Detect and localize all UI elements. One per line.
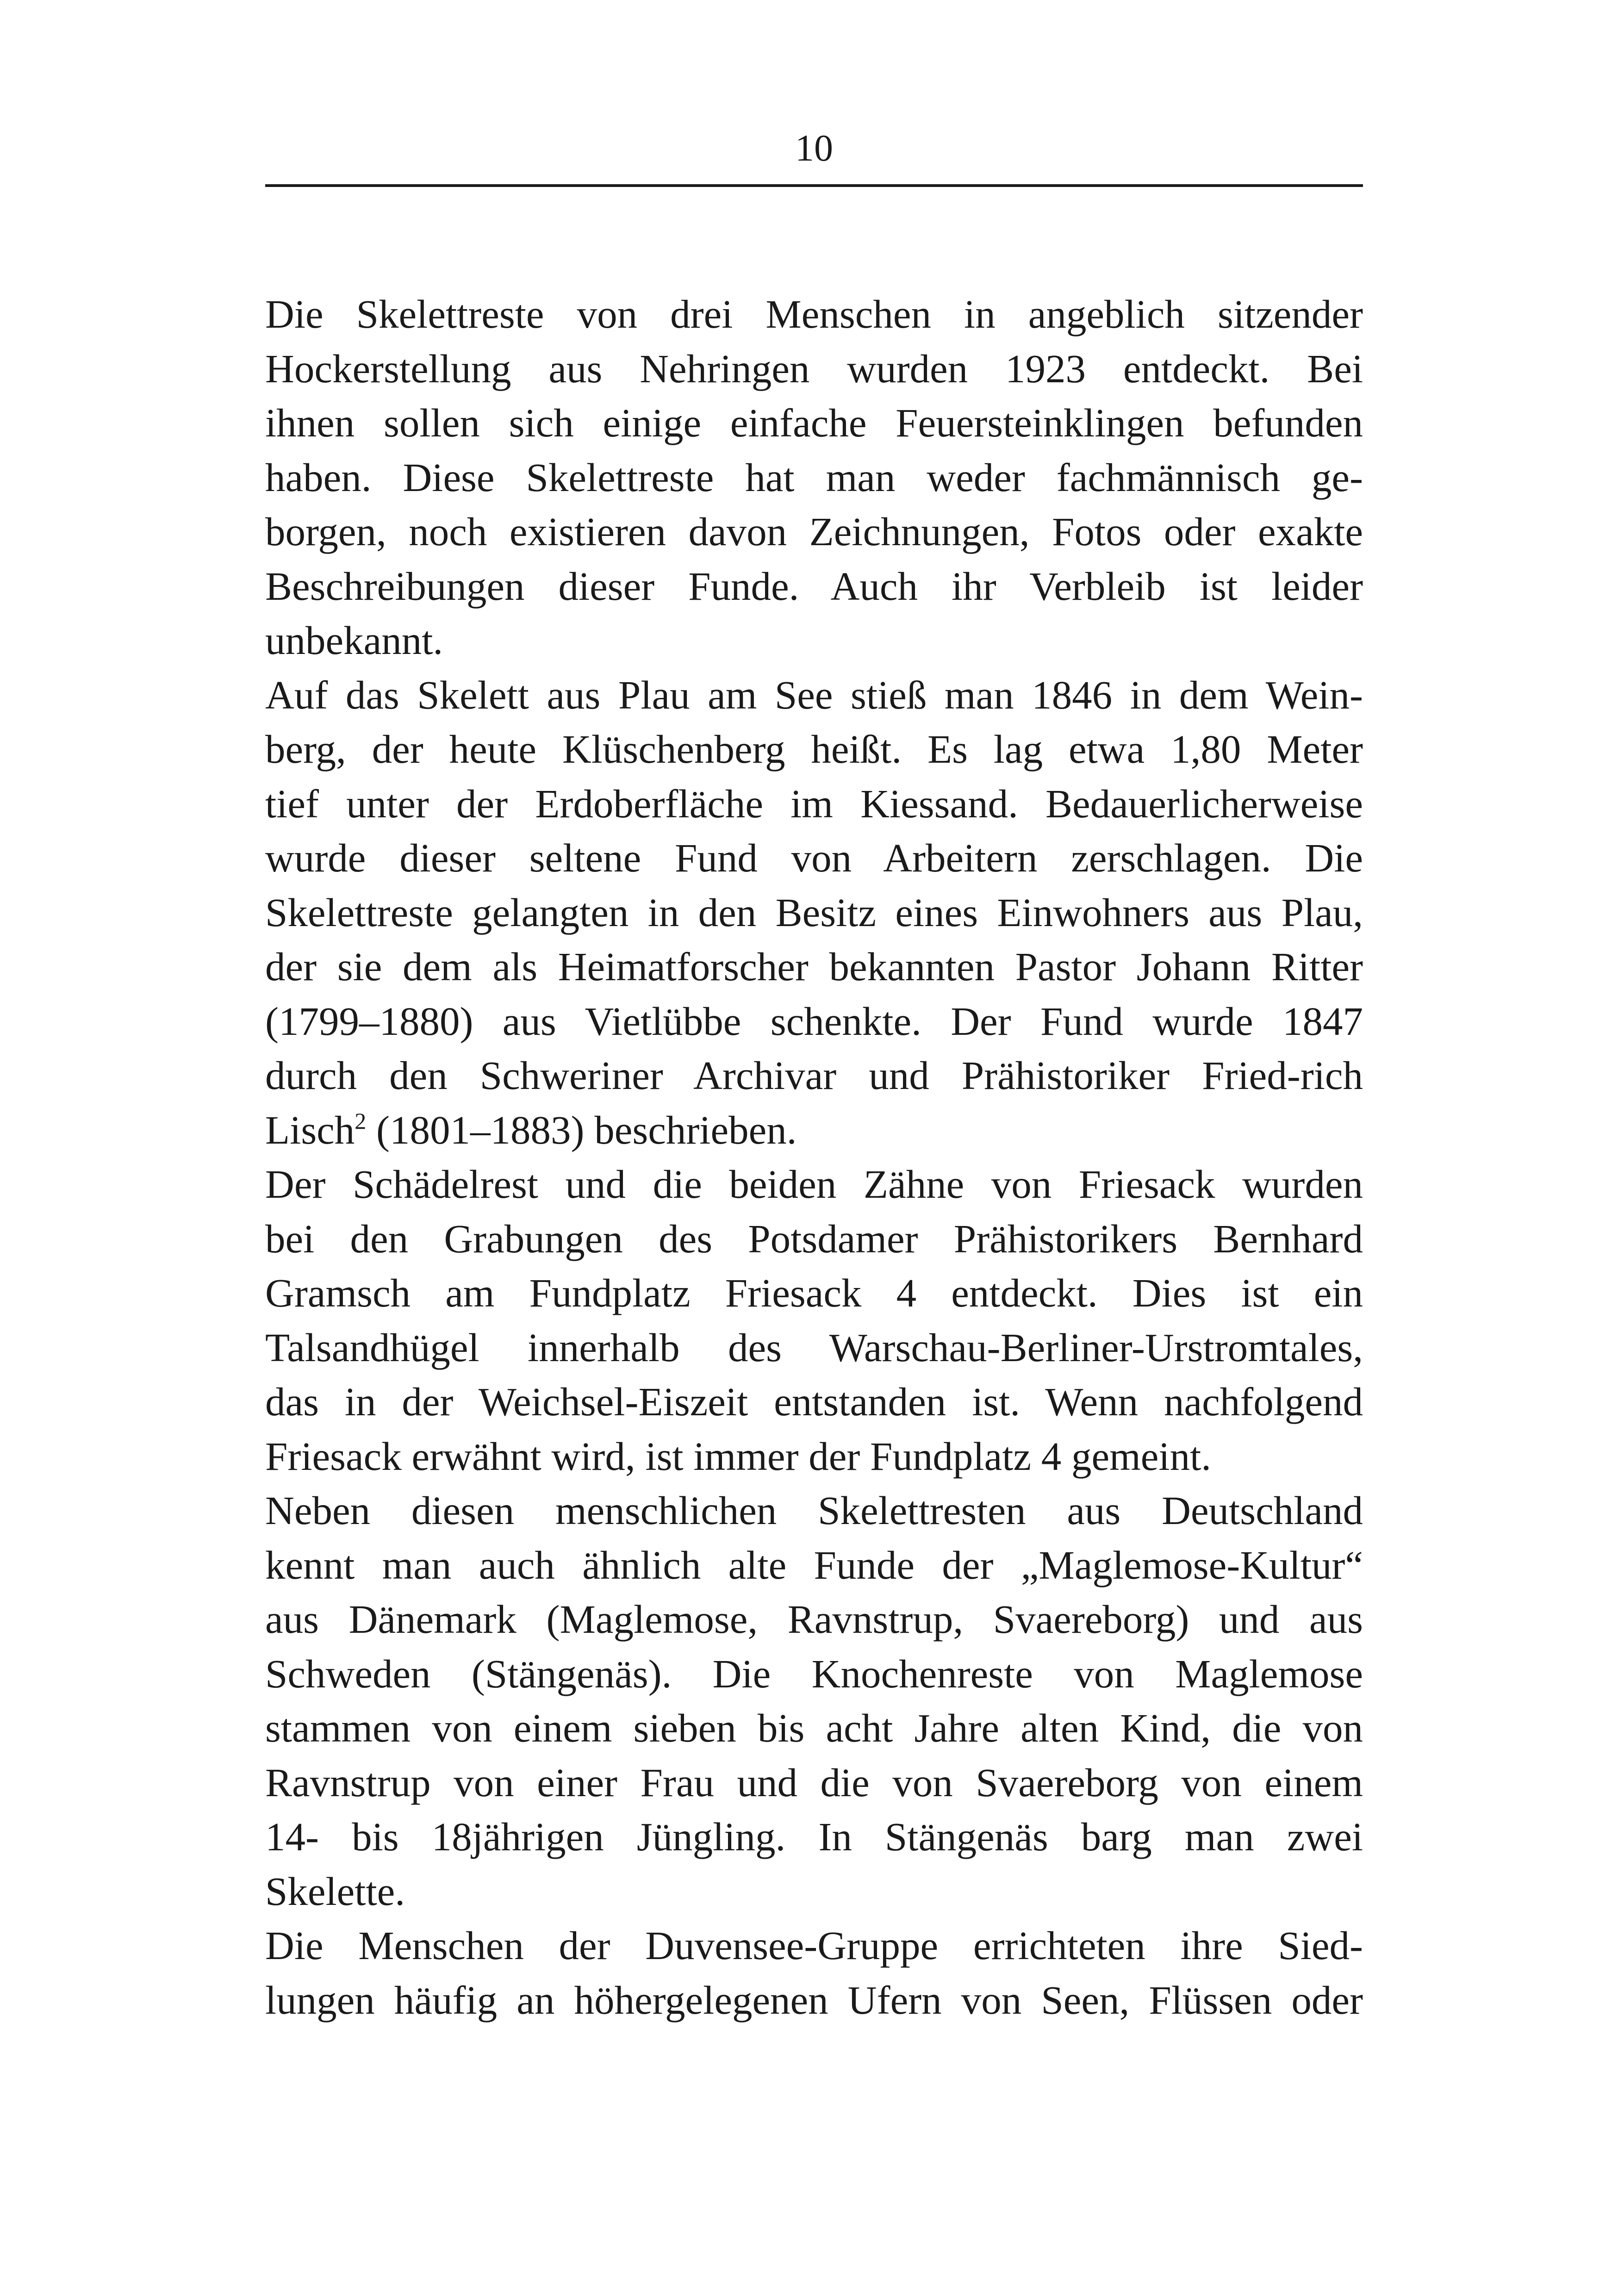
paragraph-maglemose [265, 1483, 1363, 1918]
text-line: stammen von einem sieben bis acht Jahre alten Kind, die von [265, 1705, 1363, 1750]
text-line: Die Menschen der Duvensee-Gruppe errichteten ihre Sied- [265, 1923, 1363, 1968]
text-line: haben. Diese Skelettreste hat man weder fachmännisch ge- [265, 454, 1363, 500]
text-line: ihnen sollen sich einige einfache Feuersteinklingen befunden [265, 400, 1363, 445]
text-line: unbekannt. [265, 618, 443, 663]
text-line: Talsandhügel innerhalb des Warschau-Berliner-Urstromtales, [265, 1325, 1363, 1370]
paragraph-plau-am-see [265, 668, 1363, 1157]
text-line: bei den Grabungen des Potsdamer Prähistorikers Bernhard [265, 1216, 1363, 1261]
text-line: Ravnstrup von einer Frau und die von Svaereborg von einem [265, 1760, 1363, 1805]
paragraph-friesack [265, 1157, 1363, 1483]
text-line-with-footnote [265, 1103, 1363, 1157]
paragraph-duvensee [265, 1918, 1363, 2027]
text-line: Die Skelettreste von drei Menschen in angeblich sitzender [265, 292, 1363, 336]
text-line: Hockerstellung aus Nehringen wurden 1923 entdeckt. Bei [265, 346, 1363, 391]
text-line: kennt man auch ähnlich alte Funde der „Maglemose-Kultur“ [265, 1542, 1363, 1587]
header-rule [265, 184, 1363, 187]
text-line: Gramsch am Fundplatz Friesack 4 entdeckt. Dies ist ein [265, 1270, 1363, 1315]
body-text [265, 287, 1363, 2027]
text-line: wurde dieser seltene Fund von Arbeitern zerschlagen. Die [265, 835, 1363, 880]
text-line: Skelettreste gelangten in den Besitz eines Einwohners aus Plau, [265, 890, 1363, 935]
page-header [265, 116, 1363, 190]
text-line: Auf das Skelett aus Plau am See stieß man 1846 in dem Wein- [265, 672, 1363, 717]
text-line: durch den Schweriner Archivar und Prähistoriker Fried-rich [265, 1053, 1363, 1098]
page-number: 10 [795, 127, 833, 169]
footnote-marker: 2 [355, 1108, 367, 1134]
paragraph-nehringen [265, 287, 1363, 668]
text-line: 14- bis 18jährigen Jüngling. In Stängenäs barg man zwei [265, 1814, 1363, 1859]
text-line: das in der Weichsel-Eiszeit entstanden ist. Wenn nachfolgend [265, 1379, 1363, 1424]
text-fragment: (1801–1883) beschrieben. [366, 1107, 797, 1152]
text-line: lungen häufig an höhergelegenen Ufern von Seen, Flüssen oder [265, 1977, 1363, 2022]
text-line: borgen, noch existieren davon Zeichnungen, Fotos oder exakte [265, 509, 1363, 554]
text-fragment: Lisch [265, 1107, 355, 1152]
text-line: (1799–1880) aus Vietlübbe schenkte. Der Fund wurde 1847 [265, 998, 1363, 1044]
text-line: tief unter der Erdoberfläche im Kiessand. Bedauerlicherweise [265, 781, 1363, 826]
text-line: berg, der heute Klüschenberg heißt. Es lag etwa 1,80 Meter [265, 727, 1363, 772]
text-line: Friesack erwähnt wird, ist immer der Fundplatz 4 gemeint. [265, 1433, 1211, 1479]
text-line: Neben diesen menschlichen Skelettresten aus Deutschland [265, 1488, 1363, 1533]
text-line: Skelette. [265, 1868, 405, 1914]
text-line: aus Dänemark (Maglemose, Ravnstrup, Svaereborg) und aus [265, 1597, 1363, 1642]
text-line: Der Schädelrest und die beiden Zähne von Friesack wurden [265, 1162, 1363, 1207]
text-line: Beschreibungen dieser Funde. Auch ihr Verbleib ist leider [265, 563, 1363, 609]
text-line: Schweden (Stängenäs). Die Knochenreste von Maglemose [265, 1651, 1363, 1696]
text-line: der sie dem als Heimatforscher bekannten Pastor Johann Ritter [265, 944, 1363, 989]
